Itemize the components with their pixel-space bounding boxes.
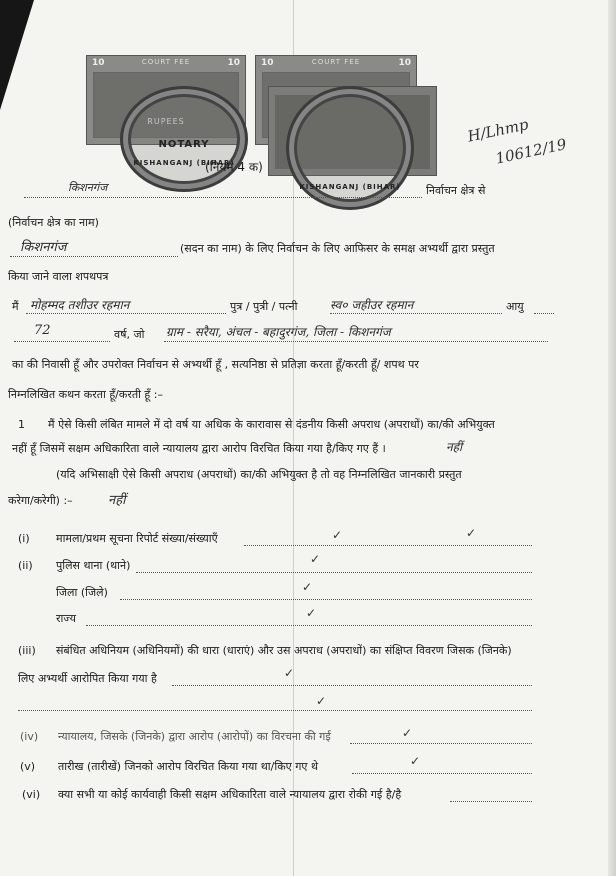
resident-statement: का की निवासी हूँ और उपरोक्त निर्वाचन से अभ्यर्थी हूँ , सत्यनिष्ठा से प्रतिज्ञा करता हूँ/करती हूँ/ शपथ पर bbox=[12, 358, 419, 371]
state-label: राज्य bbox=[56, 612, 77, 625]
deponent-father-blank bbox=[330, 313, 502, 314]
item-v-label: तारीख (तारीखें) जिनको आरोप विरचित किया गया था/किए गए थे bbox=[58, 760, 319, 773]
stamp-bottom-text: RUPEES bbox=[147, 117, 185, 126]
item-vi-number: (vi) bbox=[22, 788, 41, 801]
dash-mark: ✓ bbox=[302, 580, 313, 594]
notary-seal-left bbox=[120, 86, 248, 192]
house-blank bbox=[10, 256, 178, 257]
house-line2: किया जाने वाला शपथपत्र bbox=[8, 270, 109, 283]
item-iv-label: न्यायालय, जिसके (जिनके) द्वारा आरोप (आरोपों) का विरचना की गई bbox=[58, 730, 331, 743]
dash-mark: ✓ bbox=[306, 606, 317, 620]
age-label: आयु bbox=[506, 300, 524, 313]
dash-mark: ✓ bbox=[310, 552, 321, 566]
handwritten-annotation-line1: H/Lhmp bbox=[466, 115, 530, 146]
stamp-value-right: 10 bbox=[227, 58, 240, 68]
constituency-name-handwritten: किशनगंज bbox=[68, 181, 108, 194]
deponent-father-handwritten: स्व० जहीउर रहमान bbox=[330, 298, 414, 312]
stamp-value: 10 bbox=[261, 58, 274, 68]
age-blank bbox=[14, 341, 110, 342]
item-i-label: मामला/प्रथम सूचना रिपोर्ट संख्या/संख्याएँ bbox=[56, 532, 218, 545]
item-iv-number: (iv) bbox=[20, 730, 39, 743]
conditional-handwritten-answer: नहीं bbox=[108, 493, 126, 508]
item-i-blank bbox=[244, 545, 532, 546]
constituency-suffix: निर्वाचन क्षेत्र से bbox=[426, 184, 486, 197]
item-ii-blank bbox=[136, 572, 532, 573]
item1-text-line2: नहीं हूँ जिसमें सक्षम अधिकारिता वाले न्यायालय द्वारा आरोप विरचित किया गया है/किए गए हैं । bbox=[12, 442, 386, 455]
dash-mark: ✓ bbox=[284, 666, 295, 680]
dash-mark: ✓ bbox=[316, 694, 327, 708]
form-number: (नियम 4 क) bbox=[205, 160, 263, 174]
item-ii-label: पुलिस थाना (थाने) bbox=[56, 559, 131, 572]
deponent-name-handwritten: मोहम्मद तशीउर रहमान bbox=[30, 298, 130, 312]
item-ii-number: (ii) bbox=[18, 559, 33, 572]
age-blank-top bbox=[534, 313, 554, 314]
item-iii-blank bbox=[172, 685, 532, 686]
stamp-value: 10 bbox=[92, 58, 105, 68]
house-suffix: (सदन का नाम) के लिए निर्वाचन के लिए आफिसर के समक्ष अभ्यर्थी द्वारा प्रस्तुत bbox=[180, 242, 495, 255]
item-iii-label-line2: लिए अभ्यर्थी आरोपित किया गया है bbox=[18, 672, 157, 685]
item-vi-label: क्या सभी या कोई कार्यवाही किसी सक्षम अधिकारिता वाले न्यायालय द्वारा रोकी गई है/है bbox=[58, 788, 402, 801]
item-iii-blank-2 bbox=[18, 710, 532, 711]
seal-bottom-text: KISHANGANJ (BIHAR) bbox=[299, 183, 401, 191]
dash-mark: ✓ bbox=[466, 526, 477, 540]
seal-text: NOTARY bbox=[158, 139, 210, 150]
stamp-value-right: 10 bbox=[398, 58, 411, 68]
item-vi-blank bbox=[450, 801, 532, 802]
deponent-prefix: मैं bbox=[12, 300, 19, 313]
district-blank bbox=[120, 599, 532, 600]
seal-bottom-text: KISHANGANJ (BIHAR) bbox=[133, 159, 235, 167]
item1-number: 1 bbox=[18, 418, 25, 431]
dash-mark: ✓ bbox=[332, 528, 343, 542]
deponent-relation: पुत्र / पुत्री / पत्नी bbox=[230, 300, 298, 313]
constituency-blank bbox=[24, 197, 422, 198]
conditional-line1: (यदि अभिसाक्षी ऐसे किसी अपराध (अपराधों) का/की अभियुक्त है तो वह निम्नलिखित जानकारी प्रस्तुत bbox=[56, 468, 462, 481]
deponent-name-blank bbox=[26, 313, 226, 314]
item1-handwritten-answer: नहीं bbox=[446, 440, 463, 454]
item-iii-label: संबंधित अधिनियम (अधिनियमों) की धारा (धाराएं) और उस अपराध (अपराधों) का संक्षिप्त विवरण जिसक (जिनके) bbox=[56, 644, 512, 657]
constituency-label: (निर्वाचन क्षेत्र का नाम) bbox=[8, 216, 99, 229]
item-i-number: (i) bbox=[18, 532, 30, 545]
house-name-handwritten: किशनगंज bbox=[20, 240, 67, 255]
item1-text-line1: मैं ऐसे किसी लंबित मामले में दो वर्ष या अधिक के कारावास से दंडनीय किसी अपराध (अपराधों) का/की अभियुक्त bbox=[48, 418, 495, 431]
item-v-blank bbox=[352, 773, 532, 774]
state-blank bbox=[86, 625, 532, 626]
district-label: जिला (जिले) bbox=[56, 586, 108, 599]
item-v-number: (v) bbox=[20, 760, 36, 773]
stamp-caption: COURT FEE bbox=[141, 58, 191, 66]
dash-mark: ✓ bbox=[410, 754, 421, 768]
age-suffix: वर्ष, जो bbox=[114, 328, 145, 341]
address-blank bbox=[164, 341, 548, 342]
dash-mark: ✓ bbox=[402, 726, 413, 740]
statement-intro: निम्नलिखित कथन करता हूँ/करती हूँ :– bbox=[8, 388, 163, 401]
age-handwritten: 72 bbox=[34, 323, 51, 338]
item-iii-number: (iii) bbox=[18, 644, 36, 657]
conditional-line2: करेगा/करेगी) :– bbox=[8, 494, 73, 507]
stamp-caption: COURT FEE bbox=[311, 58, 361, 66]
notary-seal-right bbox=[286, 86, 414, 210]
page-edge-shadow bbox=[608, 0, 616, 876]
handwritten-annotation-line2: 10612/19 bbox=[494, 135, 569, 168]
dark-corner-shadow bbox=[0, 0, 34, 110]
item-iv-blank bbox=[350, 743, 532, 744]
address-handwritten: ग्राम - सरैया, अंचल - बहादुरगंज, जिला - किशनगंज bbox=[166, 325, 391, 339]
